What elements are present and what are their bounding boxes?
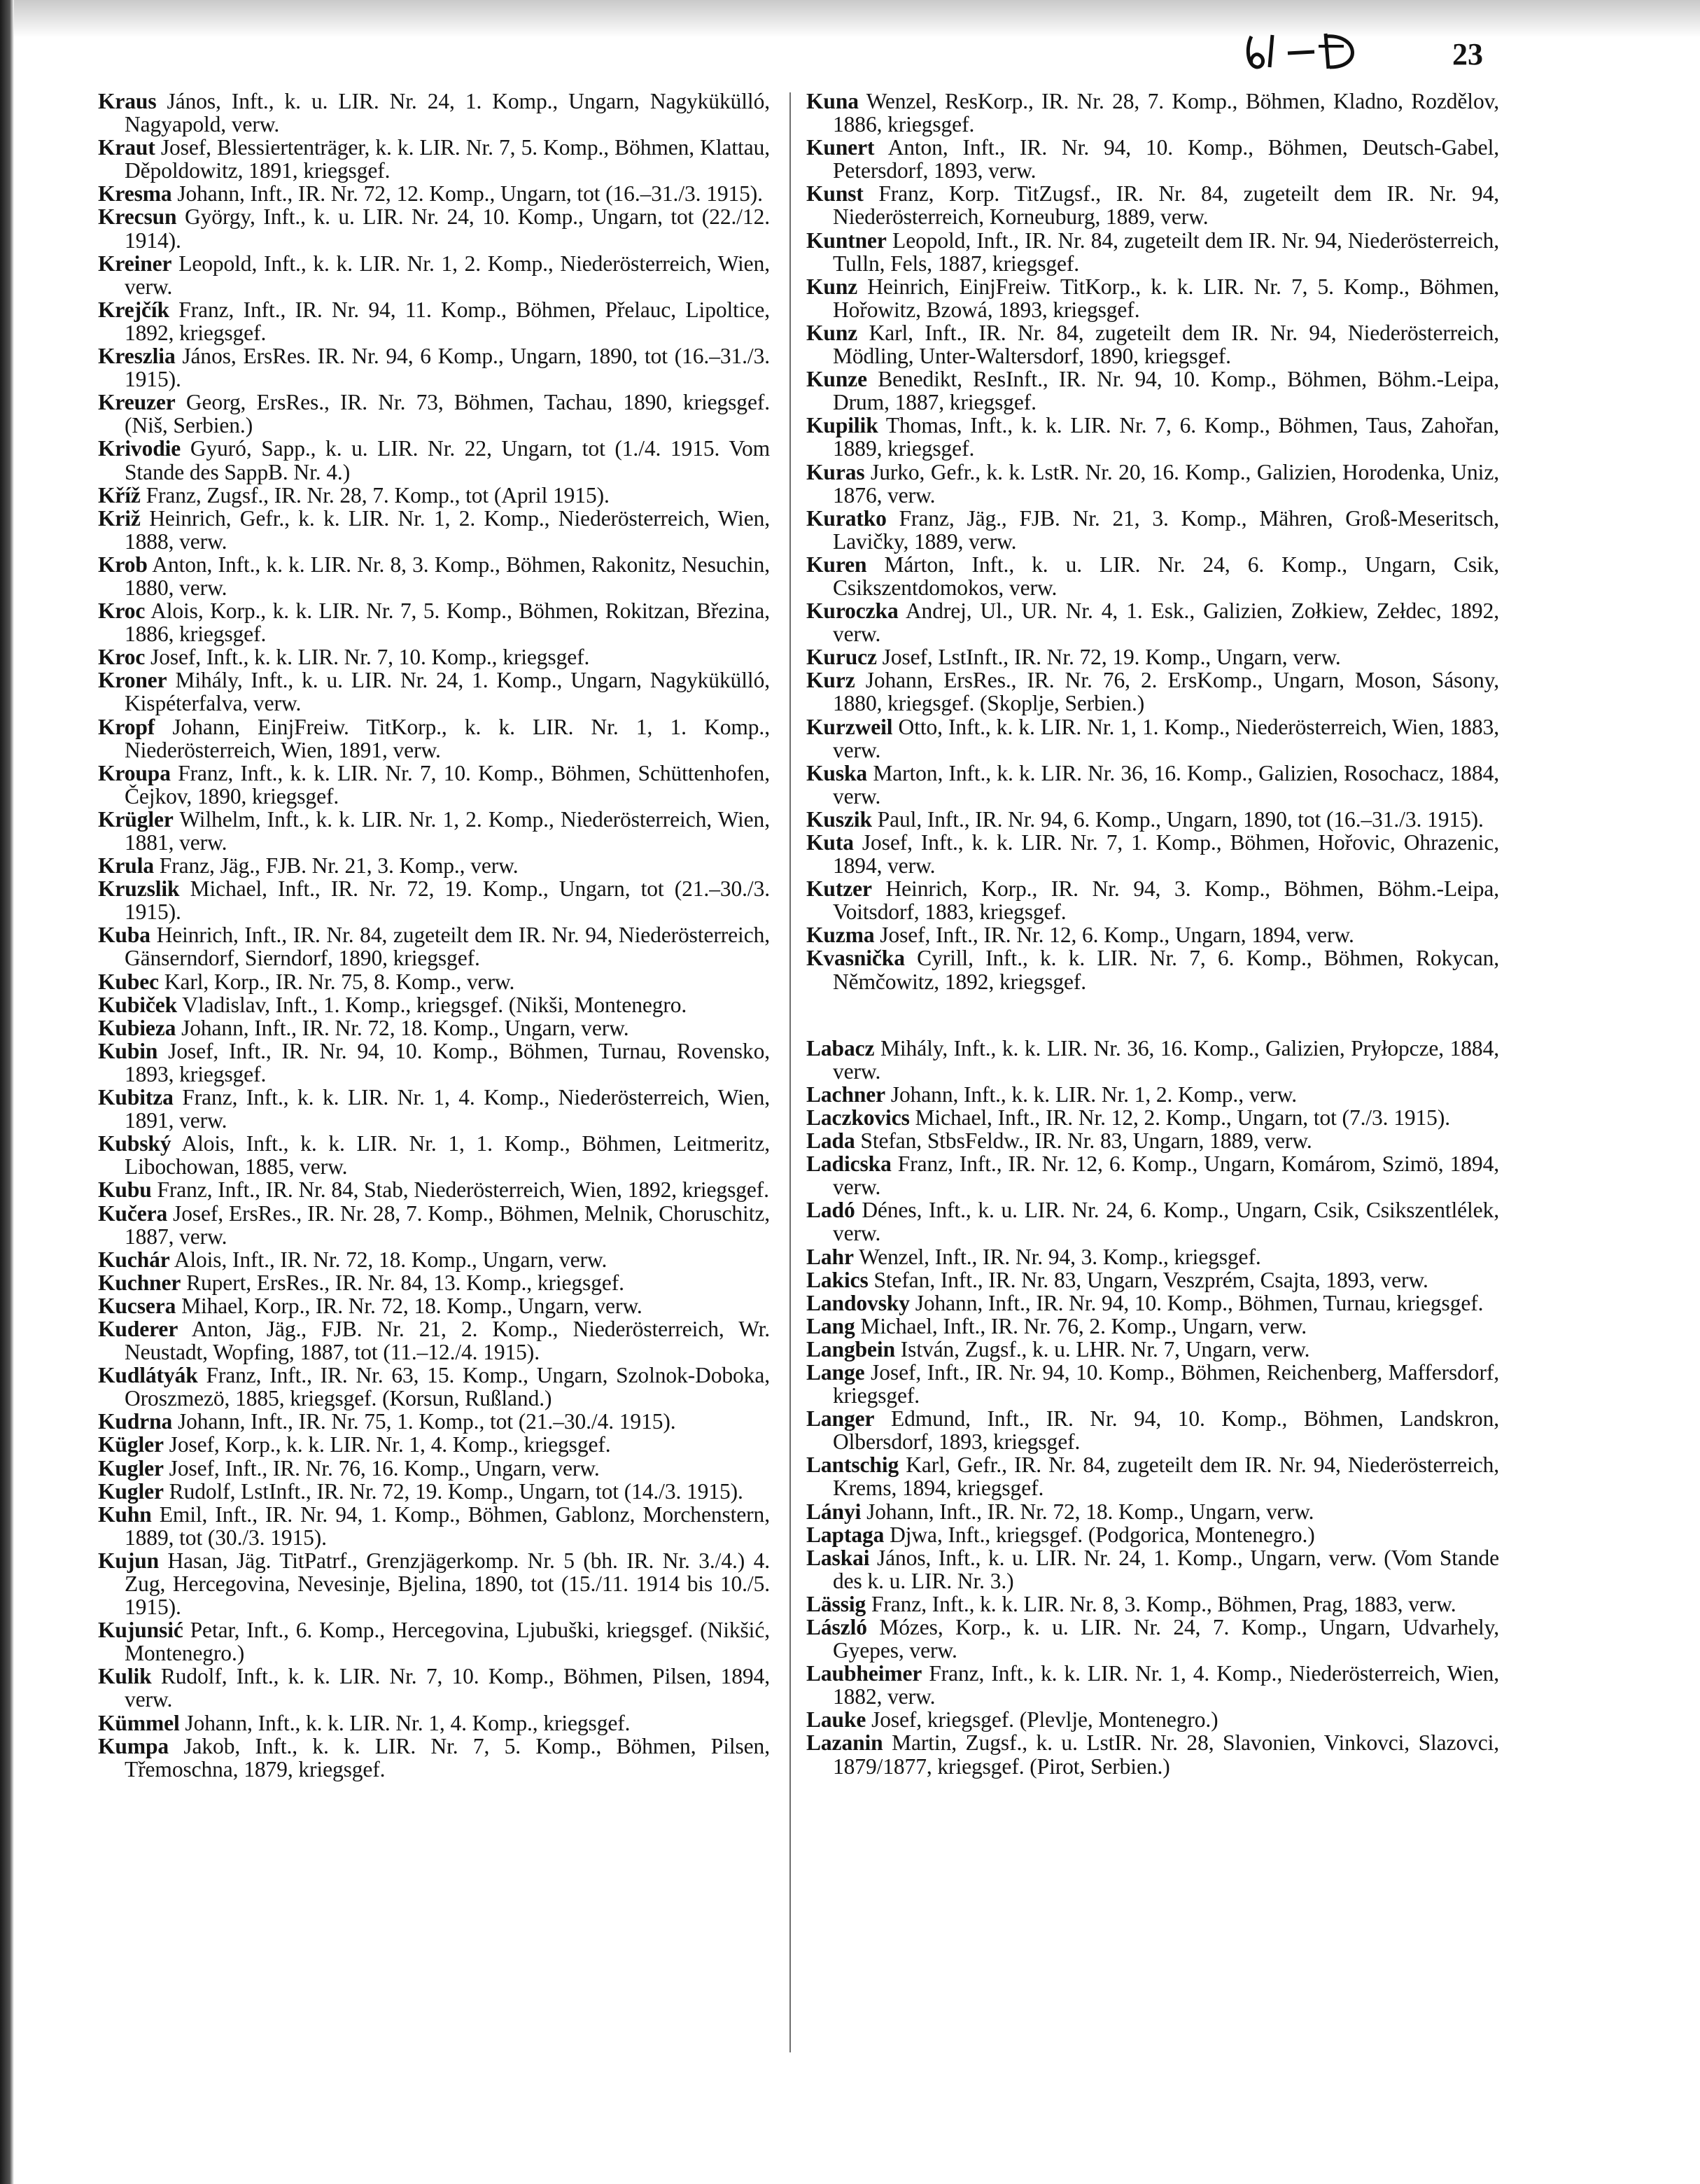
register-entry bbox=[806, 414, 1499, 460]
entry-surname: Kügler bbox=[98, 1432, 164, 1457]
entry-details: János, ErsRes. IR. Nr. 94, 6 Komp., Ungarn, 1890, tot (16.–31./3. 1915). bbox=[125, 344, 770, 392]
register-entry bbox=[98, 1317, 770, 1364]
handwritten-annotation bbox=[1239, 27, 1379, 76]
entry-surname: Kropf bbox=[98, 714, 155, 739]
entry-details: Josef, Inft., k. k. LIR. Nr. 7, 10. Komp., kriegsgef. bbox=[150, 645, 590, 670]
entry-details: Rudolf, Inft., k. k. LIR. Nr. 7, 10. Komp., Böhmen, Pilsen, 1894, verw. bbox=[125, 1664, 770, 1712]
entry-surname: Laptaga bbox=[806, 1522, 885, 1547]
entry-details: Stefan, Inft., IR. Nr. 83, Ungarn, Veszprém, Csajta, 1893, verw. bbox=[873, 1267, 1428, 1292]
register-entry bbox=[98, 1364, 770, 1410]
entry-surname: László bbox=[806, 1615, 867, 1639]
entry-surname: Lang bbox=[806, 1313, 855, 1338]
entry-details: Leopold, Inft., k. k. LIR. Nr. 1, 2. Komp., Niederösterreich, Wien, verw. bbox=[125, 251, 770, 299]
entry-details: Dénes, Inft., k. u. LIR. Nr. 24, 6. Komp., Ungarn, Csik, Csikszentlélek, verw. bbox=[833, 1198, 1499, 1246]
register-entry bbox=[98, 808, 770, 854]
register-entry bbox=[98, 1457, 770, 1480]
register-entry bbox=[806, 368, 1499, 414]
entry-surname: Kudrna bbox=[98, 1409, 173, 1434]
entry-surname: Kreszlia bbox=[98, 344, 176, 369]
register-entry bbox=[806, 1361, 1499, 1407]
entry-details: Johann, Inft., k. k. LIR. Nr. 1, 4. Komp., kriegsgef. bbox=[185, 1710, 631, 1735]
entry-surname: Kümmel bbox=[98, 1710, 180, 1735]
entry-surname: Langbein bbox=[806, 1336, 895, 1362]
register-entry bbox=[98, 1433, 770, 1456]
entry-details: Petar, Inft., 6. Komp., Hercegovina, Ljubuški, kriegsgef. (Nikšić, Montenegro.) bbox=[125, 1618, 770, 1666]
entry-surname: Kubu bbox=[98, 1177, 152, 1203]
register-entry bbox=[98, 970, 770, 993]
entry-details: Márton, Inft., k. u. LIR. Nr. 24, 6. Komp., Ungarn, Csik, Csikszentdomokos, verw. bbox=[833, 552, 1499, 600]
right-column bbox=[806, 90, 1499, 1778]
entry-details: Franz, Inft., IR. Nr. 84, Stab, Niederösterreich, Wien, 1892, kriegsgef. bbox=[157, 1177, 769, 1203]
entry-surname: Ladicska bbox=[806, 1152, 892, 1177]
entry-surname: Kubský bbox=[98, 1131, 171, 1156]
entry-surname: Kutzer bbox=[806, 876, 872, 902]
register-entry bbox=[98, 1016, 770, 1040]
entry-details: Leopold, Inft., IR. Nr. 84, zugeteilt dem IR. Nr. 94, Niederösterreich, Tulln, Fels, 1887, kriegsgef. bbox=[833, 227, 1499, 276]
entry-details: Josef, ErsRes., IR. Nr. 28, 7. Komp., Böhmen, Melnik, Choruschitz, 1887, verw. bbox=[125, 1200, 770, 1249]
entry-details: Josef, Inft., IR. Nr. 94, 10. Komp., Böhmen, Reichenberg, Maffersdorf, kriegsgef. bbox=[833, 1359, 1499, 1408]
entry-surname: Lachner bbox=[806, 1082, 886, 1107]
entry-details: Franz, Inft., k. k. LIR. Nr. 7, 10. Komp., Böhmen, Schüttenhofen, Čejkov, 1890, kriegsgef. bbox=[125, 760, 770, 808]
entry-details: Josef, Korp., k. k. LIR. Nr. 1, 4. Komp., kriegsgef. bbox=[169, 1432, 611, 1457]
entry-surname: Kreiner bbox=[98, 251, 172, 276]
entry-details: Hasan, Jäg. TitPatrf., Grenzjägerkomp. Nr. 5 (bh. IR. Nr. 3./4.) 4. Zug, Hercegovina, Nevesinje, Bjelina, 1890, tot (15./11. 1914 bis 10./5. 1915). bbox=[125, 1548, 770, 1620]
entry-details: Emil, Inft., IR. Nr. 94, 1. Komp., Böhmen, Gablonz, Morchenstern, 1889, tot (30./3. 1915). bbox=[125, 1502, 770, 1550]
entry-surname: Kuratko bbox=[806, 505, 887, 531]
register-entry bbox=[806, 1662, 1499, 1708]
entry-surname: Landovsky bbox=[806, 1290, 910, 1315]
register-entry bbox=[98, 1503, 770, 1549]
right-column-k-entries bbox=[806, 90, 1499, 993]
entry-surname: Kubiček bbox=[98, 992, 178, 1017]
entry-details: István, Zugsf., k. u. LHR. Nr. 7, Ungarn, verw. bbox=[900, 1336, 1310, 1362]
register-entry bbox=[806, 762, 1499, 808]
register-entry bbox=[98, 1178, 770, 1201]
entry-details: Josef, Inft., k. k. LIR. Nr. 7, 1. Komp., Böhmen, Hořovic, Ohrazenic, 1894, verw. bbox=[833, 830, 1499, 878]
entry-surname: Kroner bbox=[98, 668, 167, 693]
register-entry bbox=[806, 1268, 1499, 1292]
entry-surname: Kuchner bbox=[98, 1270, 181, 1295]
entry-details: Franz, Inft., IR. Nr. 94, 11. Komp., Böhmen, Přelauc, Lipoltice, 1892, kriegsgef. bbox=[125, 297, 770, 345]
entry-details: Paul, Inft., IR. Nr. 94, 6. Komp., Ungarn, 1890, tot (16.–31./3. 1915). bbox=[877, 806, 1484, 832]
entry-surname: Kujun bbox=[98, 1548, 160, 1573]
register-entry bbox=[806, 1083, 1499, 1106]
entry-surname: Kuzma bbox=[806, 923, 875, 948]
register-entry bbox=[98, 645, 770, 668]
register-entry bbox=[98, 391, 770, 437]
register-entry bbox=[98, 877, 770, 923]
register-entry bbox=[806, 715, 1499, 762]
entry-surname: Kugler bbox=[98, 1478, 164, 1504]
register-entry bbox=[806, 831, 1499, 877]
entry-surname: Kuntner bbox=[806, 227, 887, 253]
register-entry bbox=[98, 1665, 770, 1711]
entry-details: Josef, Inft., IR. Nr. 12, 6. Komp., Ungarn, 1894, verw. bbox=[880, 923, 1354, 948]
entry-surname: Kroc bbox=[98, 645, 146, 670]
page-number: 23 bbox=[1452, 37, 1483, 71]
entry-surname: Lakics bbox=[806, 1267, 869, 1292]
register-entry bbox=[806, 1129, 1499, 1152]
column-divider bbox=[789, 92, 791, 2052]
entry-surname: Krob bbox=[98, 552, 148, 577]
register-entry bbox=[98, 553, 770, 599]
entry-details: Josef, LstInft., IR. Nr. 72, 19. Komp., Ungarn, verw. bbox=[882, 645, 1341, 670]
entry-details: Heinrich, EinjFreiw. TitKorp., k. k. LIR. Nr. 7, 5. Komp., Böhmen, Hořowitz, Bzowá, 1893, kriegsgef. bbox=[833, 274, 1499, 322]
entry-surname: Lazanin bbox=[806, 1730, 883, 1756]
register-entry bbox=[806, 507, 1499, 553]
entry-surname: Lässig bbox=[806, 1591, 866, 1616]
entry-details: Johann, Inft., IR. Nr. 72, 18. Komp., Ungarn, verw. bbox=[181, 1015, 629, 1040]
register-entry bbox=[98, 762, 770, 808]
register-entry bbox=[98, 715, 770, 762]
entry-surname: Kuren bbox=[806, 552, 867, 577]
register-entry bbox=[806, 1500, 1499, 1523]
entry-details: Stefan, StbsFeldw., IR. Nr. 83, Ungarn, 1889, verw. bbox=[860, 1128, 1312, 1154]
register-entry bbox=[98, 1549, 770, 1618]
scan-binding-edge bbox=[0, 0, 14, 2184]
entry-details: Michael, Inft., IR. Nr. 76, 2. Komp., Ungarn, verw. bbox=[860, 1313, 1307, 1338]
entry-details: Johann, ErsRes., IR. Nr. 76, 2. ErsKomp., Ungarn, Moson, Sásony, 1880, kriegsgef. (Skoplje, Serbien.) bbox=[833, 668, 1499, 716]
register-entry bbox=[806, 1546, 1499, 1592]
entry-details: Anton, Jäg., FJB. Nr. 21, 2. Komp., Niederösterreich, Wr. Neustadt, Wopfing, 1887, tot (11.–12./4. 1915). bbox=[125, 1316, 770, 1365]
register-entry bbox=[806, 1292, 1499, 1315]
left-column bbox=[98, 90, 770, 1781]
entry-details: Rudolf, LstInft., IR. Nr. 72, 19. Komp., Ungarn, tot (14./3. 1915). bbox=[169, 1478, 743, 1504]
entry-surname: Kreuzer bbox=[98, 390, 176, 415]
entry-details: Anton, Inft., IR. Nr. 94, 10. Komp., Böhmen, Deutsch-Gabel, Petersdorf, 1893, verw. bbox=[833, 135, 1499, 183]
entry-details: Heinrich, Gefr., k. k. LIR. Nr. 1, 2. Komp., Niederösterreich, Wien, 1888, verw. bbox=[125, 505, 771, 554]
entry-details: Rupert, ErsRes., IR. Nr. 84, 13. Komp., kriegsgef. bbox=[186, 1270, 624, 1295]
entry-details: Vladislav, Inft., 1. Komp., kriegsgef. (Nikši, Montenegro. bbox=[182, 992, 687, 1017]
entry-details: Franz, Inft., k. k. LIR. Nr. 1, 4. Komp., Niederösterreich, Wien, 1891, verw. bbox=[125, 1085, 770, 1133]
entry-surname: Kuszik bbox=[806, 806, 872, 832]
entry-surname: Krula bbox=[98, 853, 155, 878]
entry-surname: Kuna bbox=[806, 89, 859, 113]
entry-surname: Kříž bbox=[98, 482, 141, 507]
entry-details: Heinrich, Korp., IR. Nr. 94, 3. Komp., Böhmen, Böhm.-Leipa, Voitsdorf, 1883, kriegsgef. bbox=[833, 876, 1499, 925]
entry-surname: Krejčík bbox=[98, 297, 169, 322]
entry-surname: Lada bbox=[806, 1128, 855, 1154]
register-entry bbox=[98, 1040, 770, 1086]
register-entry bbox=[806, 1453, 1499, 1499]
register-entry bbox=[806, 1106, 1499, 1129]
section-gap bbox=[806, 993, 1499, 1037]
register-entry bbox=[806, 553, 1499, 599]
entry-surname: Lányi bbox=[806, 1499, 862, 1524]
register-entry bbox=[98, 344, 770, 391]
register-entry bbox=[806, 1731, 1499, 1777]
entry-details: Alois, Korp., k. k. LIR. Nr. 7, 5. Komp., Böhmen, Rokitzan, Březina, 1886, kriegsgef. bbox=[125, 598, 770, 647]
register-entry bbox=[806, 1245, 1499, 1268]
entry-surname: Kudlátyák bbox=[98, 1363, 198, 1388]
entry-details: Andrej, Ul., UR. Nr. 4, 1. Esk., Galizien, Zołkiew, Zełdec, 1892, verw. bbox=[833, 598, 1499, 647]
register-entry bbox=[98, 993, 770, 1016]
entry-surname: Križ bbox=[98, 505, 141, 531]
entry-surname: Kresma bbox=[98, 181, 172, 206]
register-entry bbox=[98, 1480, 770, 1503]
register-entry bbox=[98, 252, 770, 298]
entry-details: Wenzel, ResKorp., IR. Nr. 28, 7. Komp., Böhmen, Kladno, Rozdělov, 1886, kriegsgef. bbox=[833, 89, 1499, 137]
entry-surname: Lange bbox=[806, 1359, 865, 1385]
entry-surname: Kuta bbox=[806, 830, 854, 855]
register-entry bbox=[98, 507, 770, 553]
register-entry bbox=[806, 1198, 1499, 1245]
entry-details: Heinrich, Inft., IR. Nr. 84, zugeteilt dem IR. Nr. 94, Niederösterreich, Gänserndorf, Sierndorf, 1890, kriegsgef. bbox=[125, 923, 770, 971]
register-entry bbox=[98, 298, 770, 344]
entry-details: Josef, Inft., IR. Nr. 94, 10. Komp., Böhmen, Turnau, Rovensko, 1893, kriegsgef. bbox=[125, 1038, 770, 1086]
register-entry bbox=[806, 275, 1499, 321]
register-entry bbox=[806, 136, 1499, 182]
register-entry bbox=[98, 854, 770, 877]
entry-surname: Krivodie bbox=[98, 436, 181, 461]
register-entry bbox=[98, 1735, 770, 1781]
entry-details: Josef, Inft., IR. Nr. 76, 16. Komp., Ungarn, verw. bbox=[169, 1455, 600, 1480]
entry-surname: Kuras bbox=[806, 459, 865, 484]
right-column-l-entries bbox=[806, 1037, 1499, 1778]
entry-surname: Kulik bbox=[98, 1664, 152, 1689]
entry-details: Otto, Inft., k. k. LIR. Nr. 1, 1. Komp., Niederösterreich, Wien, 1883, verw. bbox=[833, 714, 1499, 762]
entry-details: Josef, kriegsgef. (Plevlje, Montenegro.) bbox=[871, 1707, 1218, 1732]
register-entry bbox=[806, 90, 1499, 136]
entry-surname: Lantschig bbox=[806, 1452, 899, 1478]
entry-details: Johann, Inft., k. k. LIR. Nr. 1, 2. Komp., verw. bbox=[890, 1082, 1298, 1107]
entry-details: Marton, Inft., k. k. LIR. Nr. 36, 16. Komp., Galizien, Rosochacz, 1884, verw. bbox=[833, 760, 1500, 808]
register-entry bbox=[98, 1086, 770, 1132]
entry-details: Benedikt, ResInft., IR. Nr. 94, 10. Komp., Böhmen, Böhm.-Leipa, Drum, 1887, kriegsgef. bbox=[833, 367, 1499, 415]
entry-surname: Labacz bbox=[806, 1035, 875, 1060]
entry-surname: Kubec bbox=[98, 969, 160, 994]
entry-details: Wilhelm, Inft., k. k. LIR. Nr. 1, 2. Komp., Niederösterreich, Wien, 1881, verw. bbox=[125, 806, 770, 855]
entry-details: Georg, ErsRes., IR. Nr. 73, Böhmen, Tachau, 1890, kriegsgef. (Niš, Serbien.) bbox=[125, 390, 770, 438]
register-entry bbox=[806, 645, 1499, 668]
entry-surname: Laskai bbox=[806, 1545, 870, 1570]
register-entry bbox=[806, 321, 1499, 368]
entry-details: Thomas, Inft., k. k. LIR. Nr. 7, 6. Komp., Böhmen, Taus, Zahořan, 1889, kriegsgef. bbox=[833, 413, 1499, 461]
register-entry bbox=[98, 136, 770, 182]
entry-surname: Kubitza bbox=[98, 1085, 174, 1110]
entry-surname: Lauke bbox=[806, 1707, 866, 1732]
entry-surname: Kurucz bbox=[806, 645, 877, 670]
entry-details: Michael, Inft., IR. Nr. 72, 19. Komp., Ungarn, tot (21.–30./3. 1915). bbox=[125, 876, 770, 925]
register-entry bbox=[806, 1523, 1499, 1546]
register-entry bbox=[98, 1248, 770, 1271]
register-entry bbox=[98, 182, 770, 205]
register-entry bbox=[806, 1407, 1499, 1453]
entry-details: Martin, Zugsf., k. u. LstIR. Nr. 28, Slavonien, Vinkovci, Slazovci, 1879/1877, kriegsgef. (Pirot, Serbien.) bbox=[833, 1730, 1500, 1779]
entry-details: Johann, EinjFreiw. TitKorp., k. k. LIR. Nr. 1, 1. Komp., Niederösterreich, Wien, 1891, verw. bbox=[125, 714, 770, 762]
entry-surname: Kurzweil bbox=[806, 714, 893, 739]
entry-details: Josef, Blessiertenträger, k. k. LIR. Nr. 7, 5. Komp., Böhmen, Klattau, Děpoldowitz, 1891, kriegsgef. bbox=[125, 135, 771, 183]
entry-surname: Kubin bbox=[98, 1038, 158, 1063]
entry-surname: Ladó bbox=[806, 1198, 855, 1223]
entry-details: Edmund, Inft., IR. Nr. 94, 10. Komp., Böhmen, Landskron, Olbersdorf, 1893, kriegsgef. bbox=[833, 1406, 1499, 1455]
register-entry bbox=[98, 1712, 770, 1735]
register-entry bbox=[806, 946, 1499, 993]
register-entry bbox=[98, 1618, 770, 1665]
entry-details: Franz, Inft., IR. Nr. 63, 15. Komp., Ungarn, Szolnok-Doboka, Oroszmezö, 1885, kriegsgef. (Korsun, Rußland.) bbox=[125, 1363, 770, 1411]
register-entry bbox=[806, 1708, 1499, 1731]
entry-details: Johann, Inft., IR. Nr. 75, 1. Komp., tot (21.–30./4. 1915). bbox=[177, 1409, 676, 1434]
entry-details: Franz, Korp. TitZugsf., IR. Nr. 84, zugeteilt dem IR. Nr. 94, Niederösterreich, Korneuburg, 1889, verw. bbox=[833, 181, 1499, 230]
register-entry bbox=[98, 1294, 770, 1317]
entry-details: Mihály, Inft., k. u. LIR. Nr. 24, 1. Komp., Ungarn, Nagykükülló, Kispéterfalva, verw. bbox=[125, 668, 770, 716]
entry-surname: Kuba bbox=[98, 923, 150, 948]
entry-surname: Kuderer bbox=[98, 1316, 178, 1341]
register-entry bbox=[806, 599, 1499, 645]
register-entry bbox=[806, 668, 1499, 715]
entry-surname: Kvasnička bbox=[806, 946, 905, 971]
entry-surname: Laczkovics bbox=[806, 1105, 910, 1130]
entry-surname: Kunze bbox=[806, 367, 868, 392]
entry-details: Franz, Jäg., FJB. Nr. 21, 3. Komp., Mähren, Groß-Meseritsch, Lavičky, 1889, verw. bbox=[833, 505, 1499, 554]
entry-details: Michael, Inft., IR. Nr. 12, 2. Komp., Ungarn, tot (7./3. 1915). bbox=[915, 1105, 1450, 1130]
entry-details: György, Inft., k. u. LIR. Nr. 24, 10. Komp., Ungarn, tot (22./12. 1914). bbox=[125, 204, 770, 253]
entry-surname: Kuhn bbox=[98, 1502, 152, 1527]
register-entry bbox=[98, 484, 770, 507]
entry-surname: Kucsera bbox=[98, 1293, 176, 1318]
entry-details: Franz, Inft., k. k. LIR. Nr. 1, 4. Komp., Niederösterreich, Wien, 1882, verw. bbox=[833, 1661, 1500, 1709]
entry-surname: Kupilik bbox=[806, 413, 878, 438]
entry-details: János, Inft., k. u. LIR. Nr. 24, 1. Komp., Ungarn, verw. (Vom Stande des k. u. LIR. Nr. 3.) bbox=[833, 1545, 1499, 1593]
entry-details: János, Inft., k. u. LIR. Nr. 24, 1. Komp., Ungarn, Nagykükülló, Nagyapold, verw. bbox=[125, 89, 771, 137]
entry-details: Anton, Inft., k. k. LIR. Nr. 8, 3. Komp., Böhmen, Rakonitz, Nesuchin, 1880, verw. bbox=[125, 552, 770, 600]
entry-details: Karl, Korp., IR. Nr. 75, 8. Komp., verw. bbox=[164, 969, 515, 994]
entry-details: Alois, Inft., IR. Nr. 72, 18. Komp., Ungarn, verw. bbox=[174, 1247, 607, 1272]
entry-surname: Kunz bbox=[806, 320, 858, 345]
register-entry bbox=[806, 1616, 1499, 1662]
scan-top-shadow bbox=[0, 0, 1700, 38]
register-entry bbox=[806, 182, 1499, 228]
entry-surname: Kraut bbox=[98, 135, 155, 160]
entry-surname: Kraus bbox=[98, 89, 157, 113]
entry-surname: Kruzslik bbox=[98, 876, 180, 902]
entry-details: Johann, Inft., IR. Nr. 72, 12. Komp., Ungarn, tot (16.–31./3. 1915). bbox=[177, 181, 763, 206]
entry-surname: Kroupa bbox=[98, 760, 171, 785]
register-entry bbox=[98, 1410, 770, 1433]
entry-surname: Kunst bbox=[806, 181, 864, 206]
entry-surname: Kuchár bbox=[98, 1247, 170, 1272]
entry-surname: Krügler bbox=[98, 806, 174, 832]
register-entry bbox=[806, 877, 1499, 923]
entry-details: Franz, Jäg., FJB. Nr. 21, 3. Komp., verw. bbox=[159, 853, 519, 878]
register-entry bbox=[98, 1132, 770, 1178]
entry-details: Jakob, Inft., k. k. LIR. Nr. 7, 5. Komp., Böhmen, Pilsen, Třemoschna, 1879, kriegsgef. bbox=[125, 1733, 770, 1782]
entry-details: Jurko, Gefr., k. k. LstR. Nr. 20, 16. Komp., Galizien, Horodenka, Uniz, 1876, verw. bbox=[833, 459, 1499, 507]
entry-details: Franz, Inft., k. k. LIR. Nr. 8, 3. Komp., Böhmen, Prag, 1883, verw. bbox=[871, 1591, 1456, 1616]
entry-details: Mihael, Korp., IR. Nr. 72, 18. Komp., Ungarn, verw. bbox=[181, 1293, 642, 1318]
entry-surname: Laubheimer bbox=[806, 1661, 922, 1686]
entry-details: Wenzel, Inft., IR. Nr. 94, 3. Komp., kriegsgef. bbox=[859, 1244, 1261, 1269]
entry-surname: Kubieza bbox=[98, 1015, 176, 1040]
entry-surname: Kugler bbox=[98, 1455, 164, 1480]
register-entry bbox=[98, 923, 770, 969]
entry-details: Karl, Inft., IR. Nr. 84, zugeteilt dem IR. Nr. 94, Niederösterreich, Mödling, Unter-Waltersdorf, 1890, kriegsgef. bbox=[833, 320, 1499, 369]
register-entry bbox=[806, 229, 1499, 275]
register-entry bbox=[98, 90, 770, 136]
entry-details: Mózes, Korp., k. u. LIR. Nr. 24, 7. Komp., Ungarn, Udvarhely, Gyepes, verw. bbox=[833, 1615, 1499, 1663]
entry-surname: Kroc bbox=[98, 598, 146, 624]
register-entry bbox=[806, 1338, 1499, 1361]
register-entry bbox=[98, 599, 770, 645]
entry-details: Mihály, Inft., k. k. LIR. Nr. 36, 16. Komp., Galizien, Pryłopcze, 1884, verw. bbox=[833, 1035, 1499, 1084]
entry-details: Cyrill, Inft., k. k. LIR. Nr. 7, 6. Komp., Böhmen, Rokycan, Němčowitz, 1892, kriegsgef. bbox=[833, 946, 1500, 994]
register-entry bbox=[806, 1592, 1499, 1616]
entry-details: Franz, Inft., IR. Nr. 12, 6. Komp., Ungarn, Komárom, Szimö, 1894, verw. bbox=[833, 1152, 1499, 1200]
entry-surname: Kunz bbox=[806, 274, 858, 299]
register-entry bbox=[806, 808, 1499, 831]
entry-details: Johann, Inft., IR. Nr. 94, 10. Komp., Böhmen, Turnau, kriegsgef. bbox=[915, 1290, 1484, 1315]
register-entry bbox=[806, 923, 1499, 946]
register-entry bbox=[806, 461, 1499, 507]
register-entry bbox=[98, 668, 770, 715]
entry-surname: Krecsun bbox=[98, 204, 177, 230]
entry-surname: Kurz bbox=[806, 668, 855, 693]
entry-details: Karl, Gefr., IR. Nr. 84, zugeteilt dem IR. Nr. 94, Niederösterreich, Krems, 1894, kriegsgef. bbox=[833, 1452, 1500, 1501]
entry-surname: Kuroczka bbox=[806, 598, 899, 624]
entry-surname: Kuska bbox=[806, 760, 868, 785]
entry-details: Johann, Inft., IR. Nr. 72, 18. Komp., Ungarn, verw. bbox=[866, 1499, 1314, 1524]
entry-surname: Kujunsić bbox=[98, 1618, 183, 1643]
entry-surname: Langer bbox=[806, 1406, 875, 1432]
register-entry bbox=[98, 437, 770, 483]
entry-details: Djwa, Inft., kriegsgef. (Podgorica, Montenegro.) bbox=[890, 1522, 1315, 1547]
register-entry bbox=[98, 205, 770, 251]
entry-surname: Kučera bbox=[98, 1200, 168, 1226]
register-entry bbox=[98, 1271, 770, 1294]
register-entry bbox=[806, 1315, 1499, 1338]
register-entry bbox=[806, 1152, 1499, 1198]
entry-surname: Lahr bbox=[806, 1244, 854, 1269]
register-entry bbox=[806, 1037, 1499, 1083]
entry-details: Franz, Zugsf., IR. Nr. 28, 7. Komp., tot (April 1915). bbox=[146, 482, 610, 507]
entry-details: Alois, Inft., k. k. LIR. Nr. 1, 1. Komp., Böhmen, Leitmeritz, Libochowan, 1885, verw. bbox=[125, 1131, 771, 1180]
entry-details: Gyuró, Sapp., k. u. LIR. Nr. 22, Ungarn, tot (1./4. 1915. Vom Stande des SappB. Nr. 4.) bbox=[125, 436, 771, 484]
entry-surname: Kunert bbox=[806, 135, 875, 160]
register-entry bbox=[98, 1202, 770, 1248]
entry-surname: Kumpa bbox=[98, 1733, 169, 1758]
